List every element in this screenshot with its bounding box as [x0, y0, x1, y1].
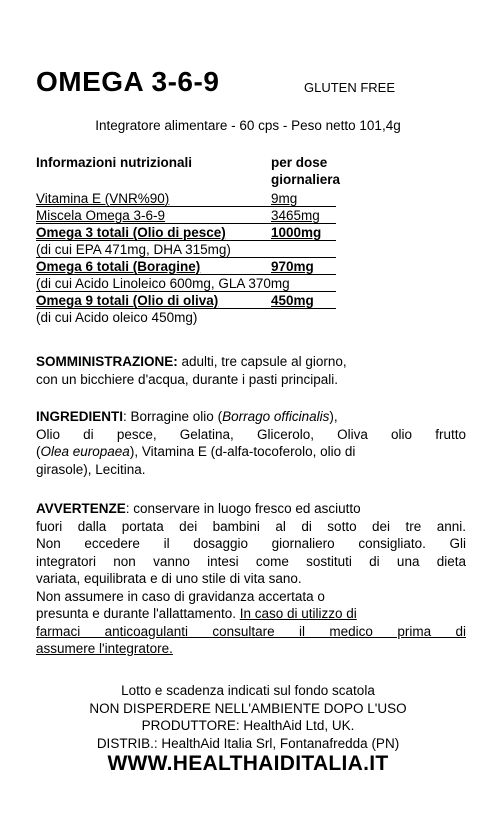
administration-label: SOMMINISTRAZIONE: [36, 354, 178, 369]
administration-section [36, 353, 466, 388]
administration-line-2: con un bicchiere d'acqua, durante i pasti principali. [36, 371, 339, 387]
ingredients-text: ), Vitamina E (d-alfa-tocoferolo, olio di [129, 444, 356, 459]
nutrition-header-right-line1: per dose [271, 155, 328, 170]
product-subtitle: Integratore alimentare - 60 cps - Peso netto 101,4g [95, 118, 401, 133]
nutrition-row-omega6 [36, 258, 466, 275]
gluten-free-badge: GLUTEN FREE [304, 80, 396, 95]
footer-environment-notice: NON DISPERDERE NELL'AMBIENTE DOPO L'USO [89, 700, 407, 716]
ingredients-text: ), [329, 409, 338, 424]
administration-line-1 [36, 353, 466, 371]
footer-manufacturer: PRODUTTORE: HealthAid Ltd, UK. [141, 718, 355, 733]
nutrition-header-right [271, 154, 381, 188]
footer-distributor: DISTRIB.: HealthAid Italia Srl, Fontanafredda (PN) [96, 735, 400, 751]
ingredients-text: : Borragine olio ( [123, 409, 223, 424]
nutrition-row-omega6-detail [36, 275, 466, 292]
product-title: OMEGA 3-6-9 [36, 66, 220, 97]
ingredients-line-1 [36, 408, 466, 426]
nutrient-value: 450mg [271, 293, 314, 308]
ingredients-line-2: Olio di pesce, Gelatina, Glicerolo, Oliva olio frutto [36, 426, 466, 442]
warnings-line-3: Non eccedere il dosaggio giornaliero consigliato. Gli [36, 536, 466, 551]
footer [0, 682, 496, 752]
warnings-underlined-text: In caso di utilizzo di [239, 606, 357, 621]
warnings-text: : conservare in luogo fresco ed asciutto [125, 501, 361, 516]
nutrition-row-omega3-detail [36, 241, 466, 258]
title-row [36, 66, 466, 100]
nutrition-row-omega3 [36, 224, 466, 241]
website-url: WWW.HEALTHAIDITALIA.IT [107, 752, 389, 775]
nutrition-row-omega9-detail [36, 309, 466, 326]
warnings-text: presunta e durante l'allattamento. [36, 606, 240, 621]
nutrient-detail: (di cui EPA 471mg, DHA 315mg) [36, 242, 231, 257]
nutrition-row-vitamin-e [36, 190, 466, 207]
warnings-line-2: fuori dalla portata dei bambini al di sotto dei tre anni. [36, 518, 466, 534]
warnings-line-5: variata, equilibrata e di uno stile di vita sano. [36, 571, 302, 586]
ingredients-label: INGREDIENTI [36, 409, 124, 424]
ingredients-text: ( [36, 444, 41, 459]
nutrition-header-left: Informazioni nutrizionali [36, 155, 192, 170]
nutrient-name: Miscela Omega 3-6-9 [36, 208, 166, 223]
ingredients-latin-name: Olea europaea [40, 444, 130, 459]
nutrient-value: 9mg [271, 191, 298, 206]
warnings-line-1 [36, 500, 466, 518]
ingredients-section [36, 408, 466, 478]
warnings-line-4: integratori non vanno intesi come sostituti di una dieta [36, 553, 466, 569]
nutrient-value: 1000mg [271, 225, 322, 240]
warnings-line-7 [36, 605, 466, 623]
nutrient-name: Omega 6 totali (Boragine) [36, 259, 201, 274]
administration-text-1: adulti, tre capsule al giorno, [177, 354, 347, 369]
nutrition-row-omega-blend [36, 207, 466, 224]
nutrient-name: Omega 3 totali (Olio di pesce) [36, 225, 226, 240]
ingredients-line-3 [36, 443, 466, 461]
nutrient-detail: (di cui Acido Linoleico 600mg, GLA 370mg [36, 276, 290, 291]
nutrient-name: Omega 9 totali (Olio di oliva) [36, 293, 219, 308]
nutrient-value: 3465mg [271, 208, 320, 223]
ingredients-latin-name: Borrago officinalis [222, 409, 330, 424]
nutrition-table [36, 154, 466, 326]
nutrient-value: 970mg [271, 259, 314, 274]
warnings-line-8: farmaci anticoagulanti consultare il medico prima di [36, 623, 466, 639]
warnings-section [36, 500, 466, 658]
warnings-line-6: Non assumere in caso di gravidanza accertata o [36, 588, 325, 604]
warnings-label: AVVERTENZE [36, 501, 126, 516]
ingredients-line-4: girasole), Lecitina. [36, 461, 146, 477]
nutrient-name: Vitamina E (VNR%90) [36, 191, 170, 206]
footer-batch-info: Lotto e scadenza indicati sul fondo scatola [121, 683, 375, 698]
nutrition-header [36, 154, 466, 190]
nutrition-row-omega9 [36, 292, 466, 309]
warnings-line-9: assumere l'integratore. [36, 641, 173, 656]
nutrient-detail: (di cui Acido oleico 450mg) [36, 310, 198, 325]
nutrition-header-right-line2: giornaliera [271, 172, 341, 187]
